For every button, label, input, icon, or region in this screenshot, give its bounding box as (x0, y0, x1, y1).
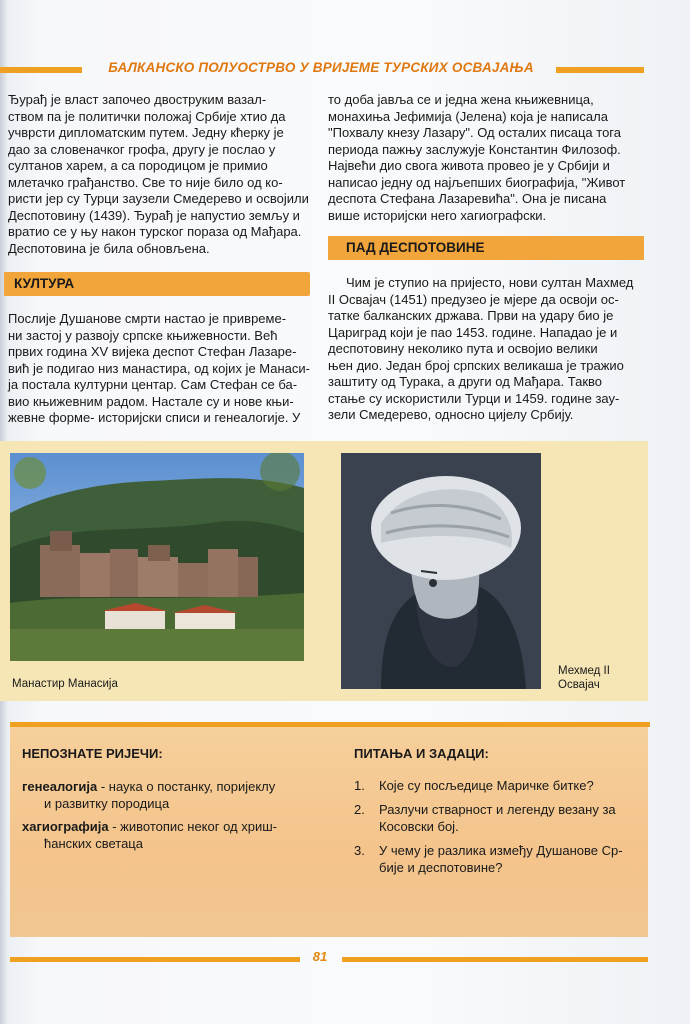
text-line: Највећи дио свога живота провео је у Србији и (328, 158, 610, 173)
question-text-line: бије и деспотовине? (379, 860, 503, 875)
text-line: више историјски него хагиографски. (328, 207, 547, 223)
text-line: написао једну од најљепших биографија, "Живот (328, 174, 626, 190)
text-line: периода пажњу заслужује Константин Филозоф. (328, 141, 621, 157)
sultan-caption-line1: Мехмед II (558, 665, 610, 677)
question-item (354, 842, 644, 878)
text-line: ством па је политички положај Србије хтио да (8, 108, 286, 124)
term-definition: - наука о постанку, поријеклу (97, 779, 276, 794)
questions-heading: ПИТАЊА И ЗАДАЦИ: (354, 746, 489, 761)
text-line: Деспотовину (1439). Ђурађ је напустио земљу и (8, 207, 300, 223)
header-rule-left (0, 67, 82, 73)
text-line: Чим је ступио на пријесто, нови султан Махмед (346, 275, 634, 290)
text-line: првих година XV вијека деспот Стефан Лазаре- (8, 344, 297, 359)
question-item (354, 801, 644, 837)
term-word: генеалогија (22, 779, 98, 794)
left-column-culture (8, 311, 310, 427)
text-line: заштиту од Турака, а други од Мађара. Такво (328, 374, 603, 389)
text-line: султанов харем, а са породицом је примио (8, 158, 268, 173)
question-text-line: У чему је разлика између Душанове Ср- (379, 843, 623, 858)
text-line: жевне форме- историјски списи и генеалогије. У (8, 410, 301, 425)
text-line: вић је подигао низ манастира, од којих је Манаси- (8, 360, 310, 376)
section-heading-culture: КУЛТУРА (4, 272, 310, 296)
text-line: татке балканских држава. Први на удару био је (328, 308, 614, 323)
text-line: ни застој у развоју српске књижевности. Већ (8, 327, 278, 343)
text-line: монахиња Јефимија (Јелена) која је написала (328, 108, 608, 124)
question-text: Које су посљедице Маричке битке? (379, 778, 594, 793)
text-line: ја постала културни центар. Сам Стефан се ба- (8, 377, 298, 392)
page-header-title: БАЛКАНСКО ПОЛУОСТРВО У ВРИЈЕМЕ ТУРСКИХ ОСВАЈАЊА (108, 60, 534, 75)
question-number: 2. (354, 802, 365, 817)
text-line: млетачко грађанство. Све то није било од ко- (8, 174, 283, 190)
text-line: деспота Стефана Лазаревића". Она је писана (328, 191, 607, 206)
text-line: вратио се у њу након турског пораза од Мађара. (8, 224, 302, 239)
question-text (379, 842, 639, 876)
text-line: стање су искористили Турци и 1459. године зау- (328, 390, 620, 406)
term-genealogy (22, 778, 322, 812)
unknown-words-heading: НЕПОЗНАТЕ РИЈЕЧИ: (22, 746, 163, 761)
term-word: хагиографија (22, 819, 109, 834)
sultan-portrait (341, 453, 541, 689)
text-line: то доба јавља се и једна жена књижевница, (328, 92, 594, 107)
question-item (354, 777, 644, 795)
text-line: учврсти дипломатским путем. Једну кћерку је (8, 125, 284, 140)
sultan-caption-line2: Освајач (558, 679, 600, 691)
monastery-caption: Манастир Манасија (12, 678, 118, 690)
monastery-photo (10, 453, 304, 661)
question-number: 1. (354, 778, 365, 793)
text-line: деспотовину неколико пута и освојио велики (328, 341, 598, 356)
term-definition: - животопис неког од хриш- (108, 819, 277, 834)
text-line: њен дио. Један број српских великаша је тражио (328, 357, 624, 373)
text-line: зели Смедерево, односно цијелу Србију. (328, 407, 574, 422)
text-line: вио књижевним радом. Настале су и нове књи- (8, 393, 294, 409)
text-line: Послије Душанове смрти настао је привреме- (8, 311, 287, 326)
right-column-fall (328, 275, 644, 424)
text-line: "Похвалу кнезу Лазару". Од осталих писаца тога (328, 125, 621, 140)
term-definition-cont: ћанских светаца (44, 836, 143, 851)
right-column-intro (328, 92, 644, 224)
text-line: ристи јер су Турци заузели Смедерево и освојили (8, 191, 309, 206)
text-line: Цариград који је пао 1453. године. Нападао је и (328, 324, 618, 340)
text-line: дао за словеначког грофа, другу је послао у (8, 141, 276, 157)
page-number: 81 (312, 949, 328, 964)
section-heading-fall-of-despotate: ПАД ДЕСПОТОВИНЕ (328, 236, 644, 260)
left-column-intro (8, 92, 310, 257)
question-text-line: Разлучи стварност и легенду везану за (379, 802, 616, 817)
text-line: Ђурађ је власт започео двоструким вазал- (8, 92, 267, 107)
text-line: Деспотовина је била обновљена. (8, 240, 210, 256)
question-text (379, 801, 639, 835)
question-number: 3. (354, 843, 365, 858)
header-rule-right (556, 67, 644, 73)
text-line: II Освајач (1451) предузео је мјере да освоји ос- (328, 291, 619, 307)
term-hagiography (22, 818, 322, 852)
footer-rule-right (342, 957, 648, 962)
term-definition-cont: и развитку породица (44, 796, 170, 811)
footer-rule-left (10, 957, 300, 962)
question-text-line: Косовски бој. (379, 819, 459, 834)
